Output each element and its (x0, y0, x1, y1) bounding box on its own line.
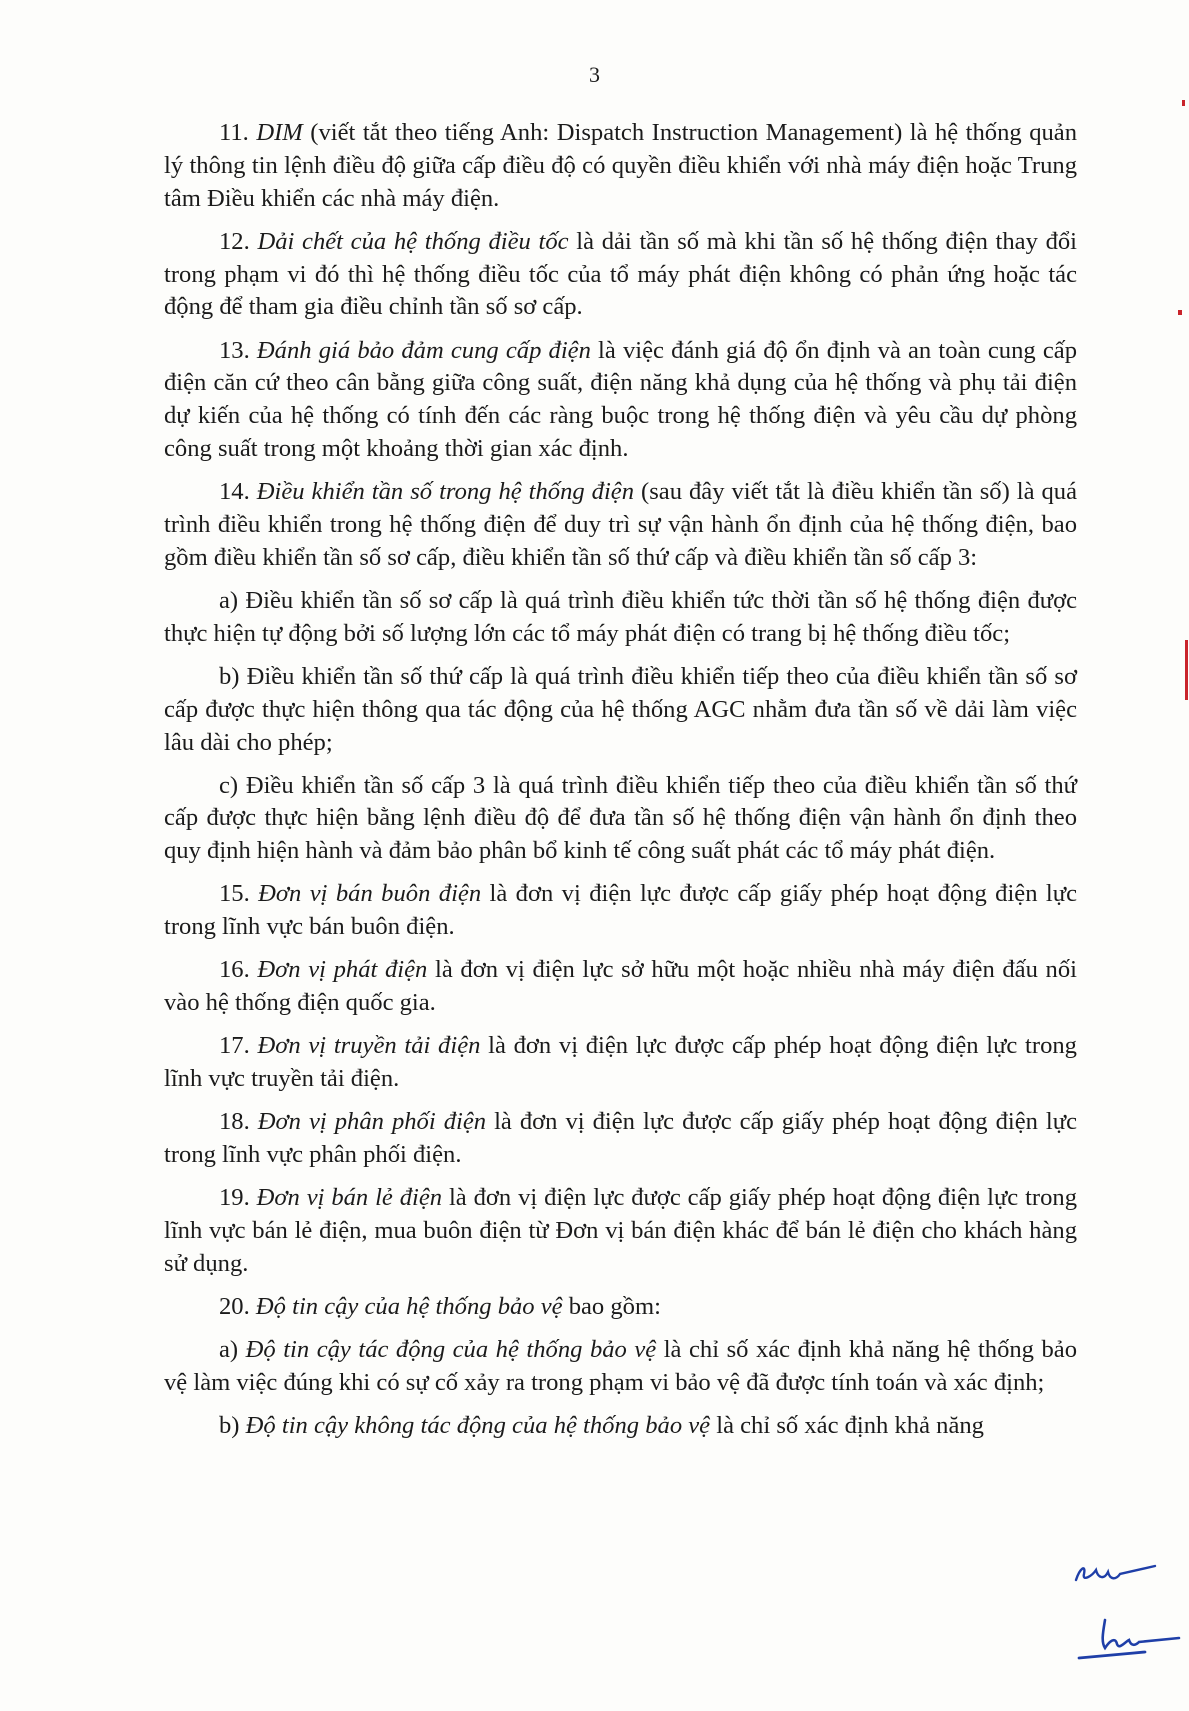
item-number: 14. (219, 478, 250, 506)
item-number: 12. (219, 227, 250, 255)
definition-text: là đơn vị điện lực được cấp giấy phép hoạt động điện lực trong lĩnh vực bán lẻ điện, mua buôn điện từ Đơn vị bán điện khác để bán lẻ điện cho khách hàng sử dụng. (164, 1184, 1077, 1277)
defined-term: Đơn vị bán lẻ điện (256, 1184, 443, 1212)
item-number: 19. (219, 1184, 250, 1212)
definition-text: (viết tắt theo tiếng Anh: Dispatch Instruction Management) là hệ thống quản lý thông tin lệnh điều độ giữa cấp điều độ có quyền điều khiển với nhà máy điện hoặc Trung tâm Điều khiển các nhà máy điện. (164, 119, 1077, 212)
item-number: 18. (219, 1108, 250, 1136)
definition-19 (164, 1182, 1077, 1280)
definition-18 (164, 1106, 1077, 1172)
definition-13 (164, 335, 1077, 466)
definition-17 (164, 1030, 1077, 1096)
definition-14-b (164, 661, 1077, 759)
item-number: a) (219, 1336, 239, 1364)
definition-12 (164, 226, 1077, 324)
item-number: 17. (219, 1032, 250, 1060)
scan-mark (1185, 640, 1188, 700)
defined-term: Độ tin cậy tác động của hệ thống bảo vệ (245, 1336, 657, 1364)
defined-term: Đơn vị phát điện (257, 956, 428, 984)
definition-14 (164, 476, 1077, 574)
definition-text: (sau đây viết tắt là điều khiển tần số) là quá trình điều khiển trong hệ thống điện để duy trì sự vận hành ổn định của hệ thống điện, bao gồm điều khiển tần số sơ cấp, điều khiển tần số thứ cấp và điều khiển tần số cấp 3: (164, 478, 1077, 571)
definition-text: là dải tần số mà khi tần số hệ thống điện thay đổi trong phạm vi đó thì hệ thống điều tốc của tổ máy phát điện không có phản ứng hoặc tác động để tham gia điều chỉnh tần số sơ cấp. (164, 227, 1078, 321)
definition-text: là chỉ số xác định khả năng (710, 1412, 984, 1440)
definition-14-c (164, 770, 1077, 868)
defined-term: Độ tin cậy của hệ thống bảo vệ (255, 1293, 563, 1321)
definition-16 (164, 954, 1077, 1020)
defined-term: Đơn vị truyền tải điện (257, 1032, 481, 1060)
document-body (164, 117, 1077, 1454)
definition-text: là đơn vị điện lực sở hữu một hoặc nhiều nhà máy điện đấu nối vào hệ thống điện quốc gia. (164, 956, 1077, 1017)
defined-term: Đánh giá bảo đảm cung cấp điện (256, 336, 591, 364)
definition-text: là đơn vị điện lực được cấp giấy phép hoạt động điện lực trong lĩnh vực phân phối điện. (164, 1108, 1078, 1169)
definition-20-a (164, 1334, 1077, 1400)
defined-term: Dải chết của hệ thống điều tốc (257, 227, 569, 255)
definition-15 (164, 878, 1077, 944)
definition-text: bao gồm: (562, 1293, 661, 1321)
definition-20-b (164, 1410, 1077, 1443)
definition-text: là đơn vị điện lực được cấp phép hoạt động điện lực trong lĩnh vực truyền tải điện. (164, 1032, 1077, 1093)
definition-text: là việc đánh giá độ ổn định và an toàn cung cấp điện căn cứ theo cân bằng giữa công suất, điện năng khả dụng của hệ thống và phụ tải điện dự kiến của hệ thống có tính đến các ràng buộc trong hệ thống điện và yêu cầu dự phòng công suất trong một khoảng thời gian xác định. (164, 336, 1077, 462)
item-number: 16. (219, 956, 250, 984)
item-number: 15. (219, 880, 250, 908)
signature-initial-2 (1075, 1612, 1185, 1672)
definition-text: là chỉ số xác định khả năng hệ thống bảo vệ làm việc đúng khi có sự cố xảy ra trong phạm vi bảo vệ đã được tính toán và xác định; (164, 1336, 1078, 1397)
definition-text: là đơn vị điện lực được cấp giấy phép hoạt động điện lực trong lĩnh vực bán buôn điện. (164, 880, 1078, 941)
defined-term: DIM (256, 119, 303, 146)
item-number: b) (219, 1412, 240, 1440)
definition-11 (164, 117, 1077, 215)
item-number: 20. (219, 1293, 250, 1321)
defined-term: Điều khiển tần số trong hệ thống điện (256, 478, 635, 506)
defined-term: Độ tin cậy không tác động của hệ thống bảo vệ (245, 1412, 711, 1440)
defined-term: Đơn vị phân phối điện (257, 1108, 487, 1136)
definition-14-a (164, 585, 1077, 651)
scan-mark (1182, 100, 1185, 106)
signature-initial-1 (1070, 1550, 1160, 1590)
page-number: 3 (589, 62, 600, 87)
definition-text: b) Điều khiển tần số thứ cấp là quá trình điều khiển tiếp theo của điều khiển tần số sơ cấp được thực hiện thông qua tác động của hệ thống AGC nhằm đưa tần số về dải làm việc lâu dài cho phép; (164, 662, 1077, 756)
item-number: 13. (219, 336, 250, 364)
scan-mark (1178, 310, 1182, 315)
definition-20 (164, 1291, 1077, 1324)
definition-text: a) Điều khiển tần số sơ cấp là quá trình điều khiển tức thời tần số hệ thống điện được thực hiện tự động bởi số lượng lớn các tổ máy phát điện có trang bị hệ thống điều tốc; (164, 586, 1077, 647)
item-number: 11. (219, 119, 249, 146)
definition-text: c) Điều khiển tần số cấp 3 là quá trình điều khiển tiếp theo của điều khiển tần số thứ cấp được thực hiện bằng lệnh điều độ để đưa tần số hệ thống điện vận hành ổn định theo quy định hiện hành và đảm bảo phân bổ kinh tế công suất phát các tổ máy phát điện. (164, 771, 1077, 865)
defined-term: Đơn vị bán buôn điện (258, 880, 482, 908)
